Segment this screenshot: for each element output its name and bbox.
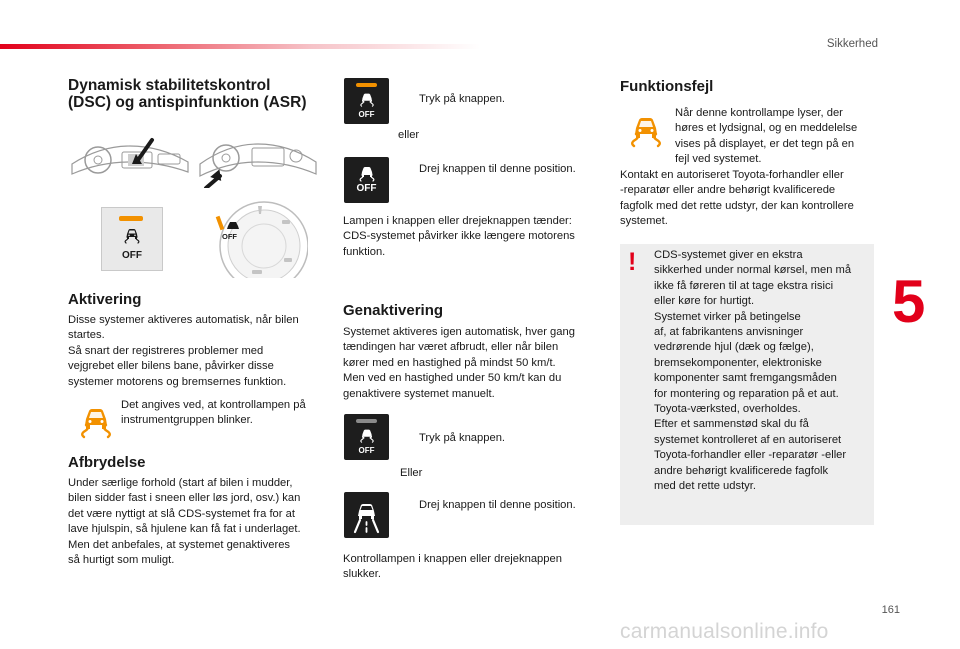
text-line: vises på displayet, er det tegn på en: [675, 137, 855, 150]
afbrydelse-text: [68, 476, 338, 568]
step-press-button-again: [401, 431, 505, 446]
skid-warning-lamp-icon: [626, 112, 666, 148]
genaktivering-heading: Genaktivering: [343, 302, 444, 319]
chapter-number: 5: [892, 268, 926, 335]
text-line: for montering og reparation på et aut.: [654, 387, 839, 400]
warning-exclamation-icon: !: [628, 248, 637, 276]
text-line: komponenter samt fremgangsmåden: [654, 372, 837, 385]
text-line: Men ved en hastighed under 50 km/t kan du: [343, 372, 562, 385]
section-heading-line1: Dynamisk stabilitetskontrol: [68, 77, 271, 94]
button-lamp: [356, 83, 377, 87]
text-line: af, at fabrikantens anvisninger: [654, 326, 804, 339]
skid-warning-lamp-icon: [76, 403, 116, 439]
text-line: systemet kontrolleret af en autoriseret: [654, 433, 842, 446]
button-lamp: [356, 419, 377, 423]
step-text: Tryk på knappen.: [419, 93, 506, 105]
text-line: funktion.: [343, 245, 386, 258]
switch-off-label: OFF: [122, 250, 142, 261]
text-line: genaktivere systemet manuelt.: [343, 387, 495, 400]
step-press-button: [401, 92, 505, 107]
funktionsfejl-lamp-text: [675, 106, 875, 168]
text-line: Toyota-forhandler eller -reparatør -eller: [654, 449, 847, 462]
afbrydelse-heading: Afbrydelse: [68, 454, 146, 471]
safety-note-text: [654, 248, 872, 495]
genaktivering-text: [343, 325, 608, 402]
funktionsfejl-text: [620, 168, 880, 230]
aktivering-lamp-text: [121, 398, 326, 429]
header-accent-bar: [0, 44, 480, 49]
dsc-off-dial-icon: [344, 157, 389, 203]
text-line: Kontakt en autoriseret Toyota-forhandler eller: [620, 169, 844, 181]
page-number: 161: [881, 604, 900, 616]
text-line: slukker.: [343, 568, 381, 581]
funktionsfejl-heading: Funktionsfejl: [620, 78, 714, 95]
road-mode-dial-icon: [344, 492, 389, 538]
text-line: så hurtigt som muligt.: [68, 554, 175, 567]
text-line: Så snart der registreres problemer med: [68, 344, 264, 357]
text-line: kører med en hastighed på mindst 50 km/t.: [343, 356, 556, 369]
or-label: Eller: [400, 467, 423, 479]
step-turn-dial: [401, 162, 576, 177]
text-line: det være nyttigt at slå CDS-systemet fra for at: [68, 507, 295, 520]
text-line: Toyota-værksted, overholdes.: [654, 403, 801, 416]
text-line: Systemet aktiveres igen automatisk, hver gang: [343, 326, 575, 338]
text-line: vejgrebet eller bilens bane, påvirker disse: [68, 360, 274, 373]
text-line: Det angives ved, at kontrollampen på: [121, 399, 306, 411]
skid-car-icon: [358, 426, 376, 444]
step-text: Drej knappen til denne position.: [419, 499, 576, 511]
text-line: instrumentgruppen blinker.: [121, 414, 253, 427]
text-line: tændingen har været afbrudt, eller når bilen: [343, 341, 559, 354]
text-line: CDS-systemet giver en ekstra: [654, 249, 803, 261]
dsc-off-switch-illustration: [101, 207, 163, 271]
step-text: Drej knappen til denne position.: [419, 163, 576, 175]
text-line: Under særlige forhold (start af bilen i mudder,: [68, 477, 293, 489]
skid-car-icon: [358, 90, 376, 108]
text-line: vedrørende hjul (dæk og fælge),: [654, 341, 814, 354]
text-line: høres et lydsignal, og en meddelelse: [675, 122, 858, 135]
dial-off-label: OFF: [222, 232, 237, 241]
text-line: med det rette udstyr.: [654, 480, 756, 493]
section-heading: [68, 77, 338, 111]
text-line: startes.: [68, 329, 105, 342]
lamp-off-text: [343, 552, 608, 583]
dial-off-label: OFF: [356, 183, 377, 194]
text-line: andre behørigt kvalificerede fagfolk: [654, 464, 829, 477]
text-line: Efter et sammenstød skal du få: [654, 418, 809, 431]
text-line: sikkerhed under normal kørsel, men må: [654, 264, 852, 277]
step-text: Tryk på knappen.: [419, 432, 506, 444]
section-heading-line2: (DSC) og antispinfunktion (ASR): [68, 94, 307, 111]
text-line: bilen sidder fast i sneen eller løs jord, osv.) kan: [68, 492, 301, 505]
text-line: Når denne kontrollampe lyser, der: [675, 107, 843, 119]
text-line: fejl ved systemet.: [675, 153, 762, 166]
text-line: fagfolk med det rette udstyr, der kan kontrollere: [620, 199, 854, 212]
skid-car-icon: [122, 225, 142, 245]
aktivering-text: [68, 313, 338, 390]
aktivering-heading: Aktivering: [68, 291, 142, 308]
text-line: Systemet virker på betingelse: [654, 310, 801, 323]
text-line: Disse systemer aktiveres automatisk, når bilen: [68, 314, 299, 326]
road-car-icon: [348, 496, 385, 534]
dsc-off-button-lamp-off-icon: [344, 414, 389, 460]
text-line: -reparatør eller andre behørigt kvalificerede: [620, 184, 836, 197]
lamp-on-text: [343, 214, 608, 260]
skid-car-icon: [357, 163, 377, 183]
text-line: Lampen i knappen eller drejeknappen tænder:: [343, 215, 572, 227]
safety-note-box: [620, 244, 874, 525]
text-line: lave hjulspin, så hjulene kan få fat i underlaget.: [68, 523, 301, 536]
dashboard-illustration-left: [70, 132, 190, 188]
button-off-label: OFF: [358, 446, 375, 455]
dashboard-illustration-right: [198, 132, 318, 188]
text-line: bremsekomponenter, elektroniske: [654, 356, 822, 369]
text-line: CDS-systemet påvirker ikke længere motorens: [343, 230, 575, 243]
or-label: eller: [398, 129, 420, 141]
text-line: systemer motorens og bremsernes funktion.: [68, 375, 287, 388]
dsc-off-button-lamp-on-icon: [344, 78, 389, 124]
button-off-label: OFF: [358, 110, 375, 119]
text-line: Men det anbefales, at systemet genaktiveres: [68, 538, 291, 551]
text-line: Kontrollampen i knappen eller drejeknappen: [343, 553, 562, 565]
text-line: ikke få føreren til at tage ekstra risici: [654, 279, 834, 292]
section-title: Sikkerhed: [826, 38, 878, 50]
watermark: carmanualsonline.info: [620, 620, 829, 643]
step-turn-dial-road: [401, 498, 576, 513]
text-line: systemet.: [620, 215, 668, 228]
switch-lamp: [119, 216, 143, 221]
text-line: eller køre for hurtigt.: [654, 295, 755, 308]
